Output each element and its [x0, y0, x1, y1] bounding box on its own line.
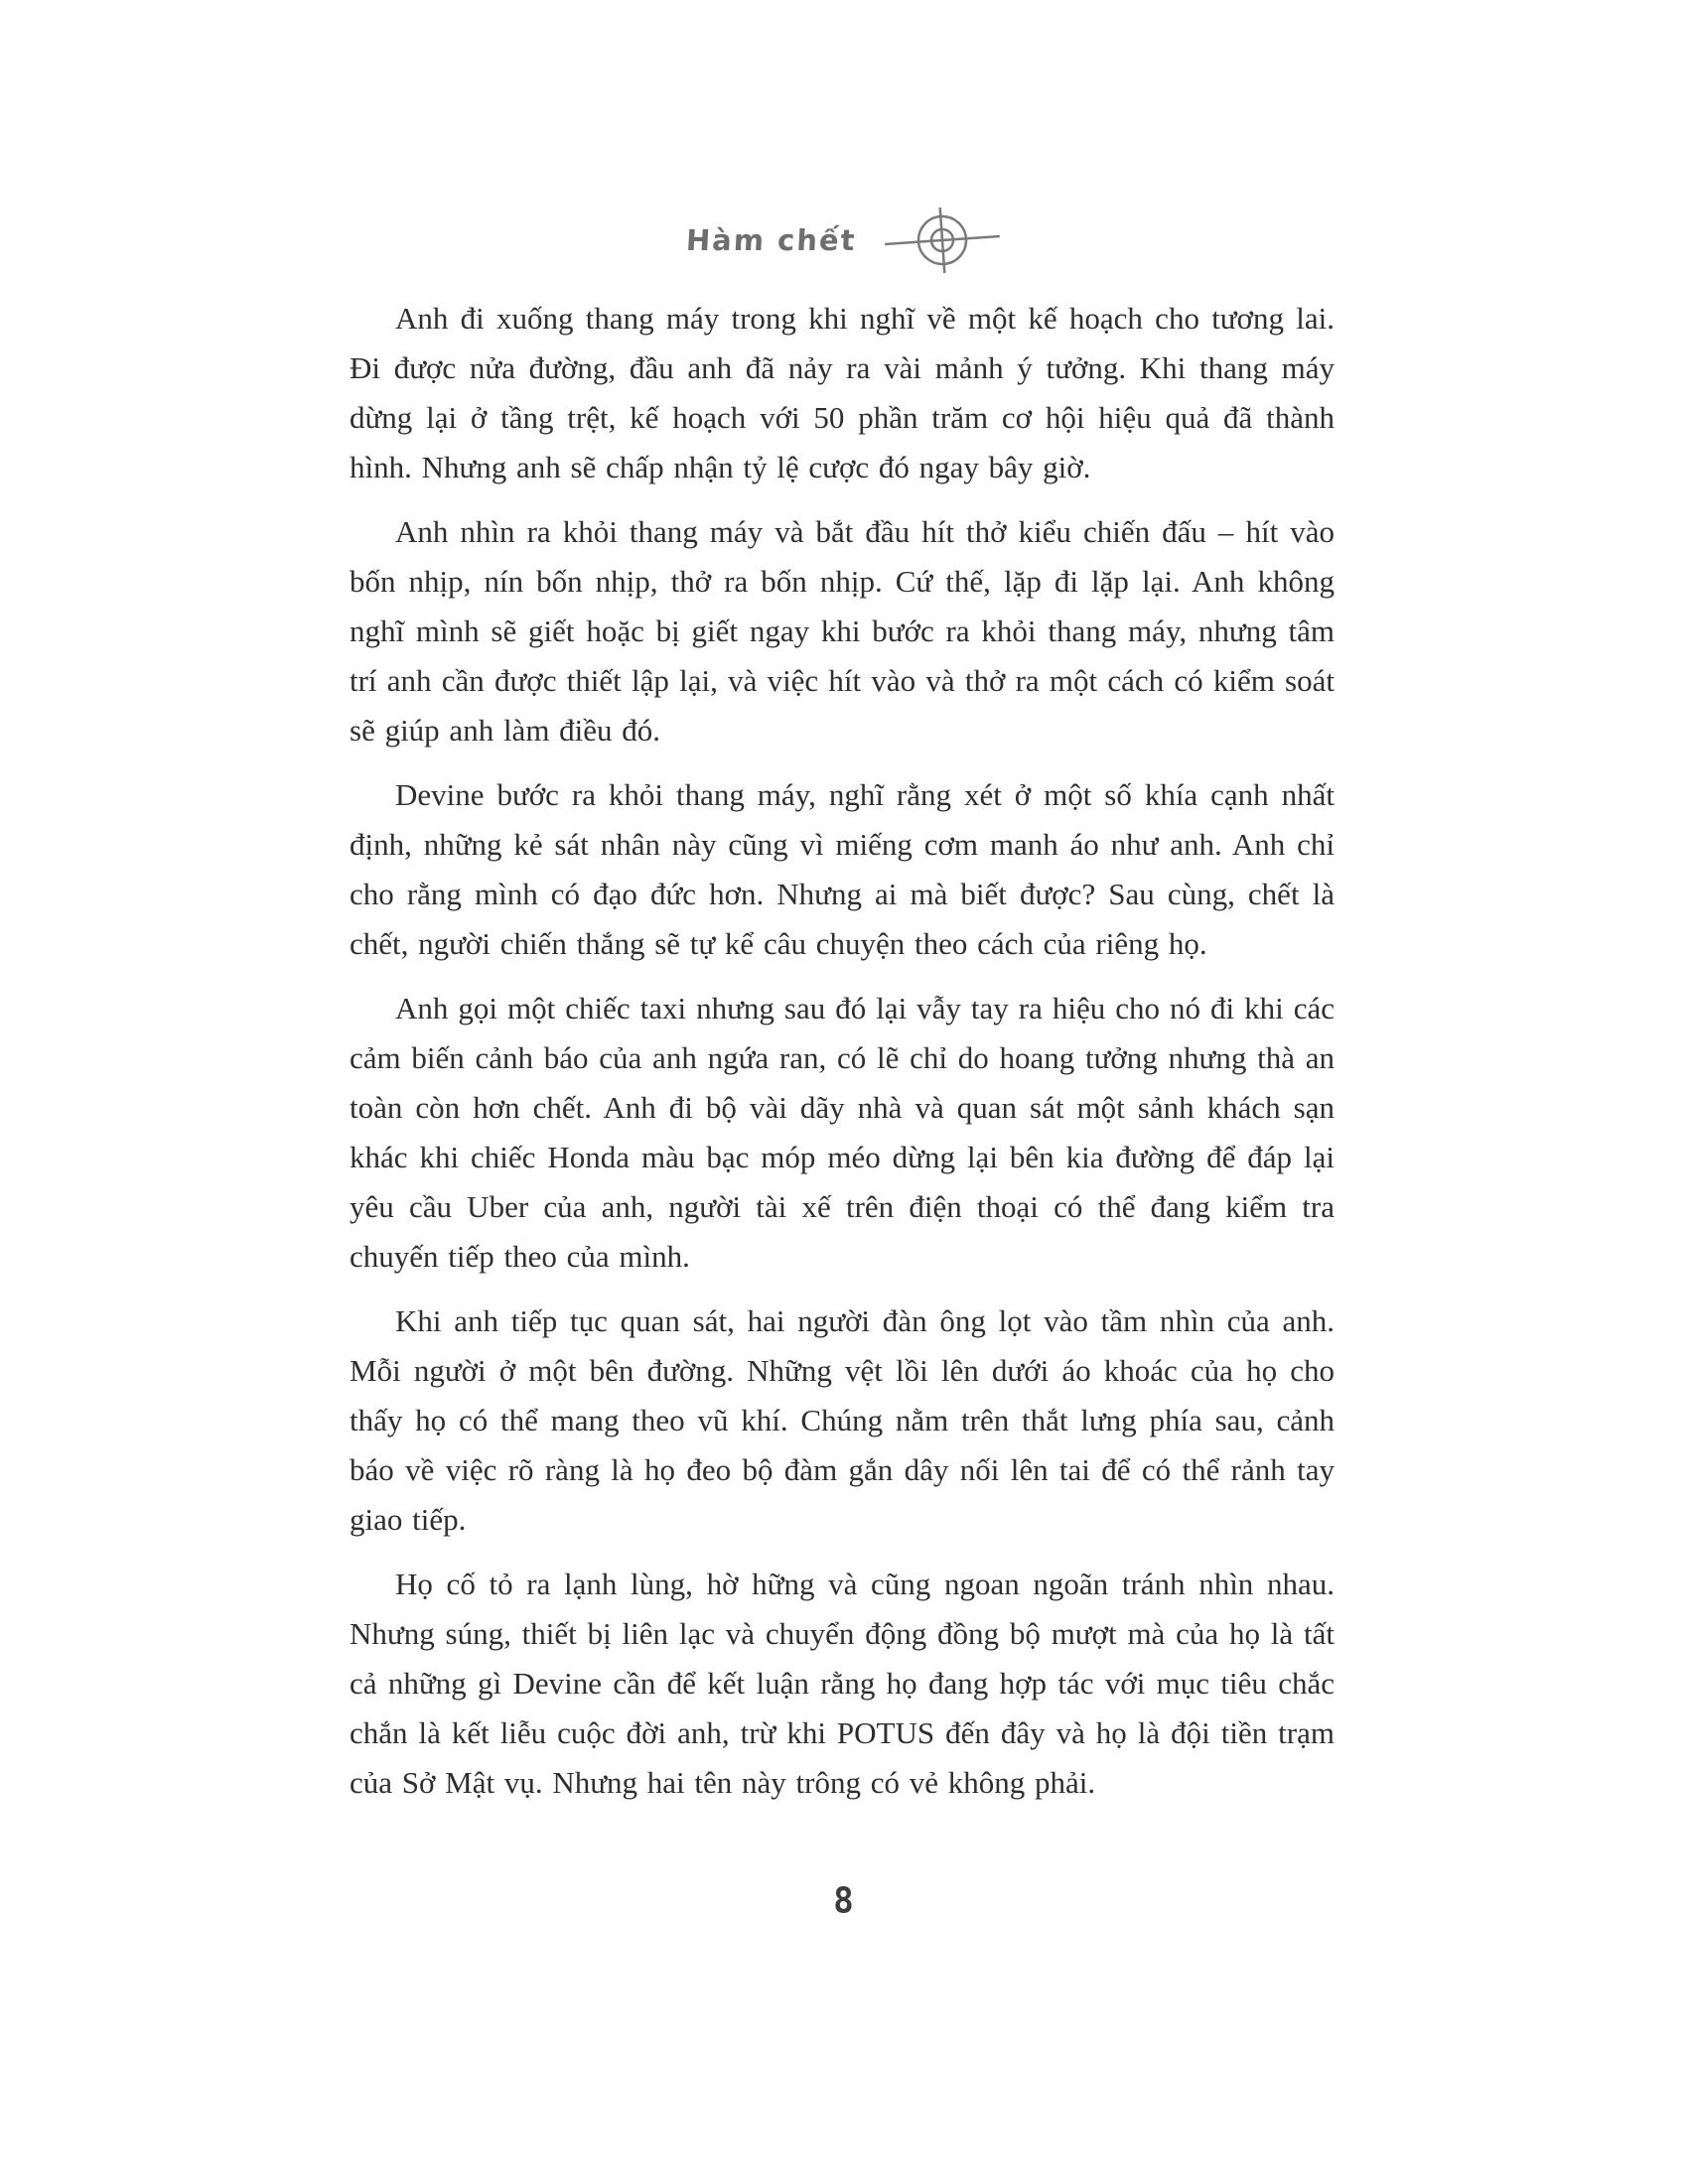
- paragraph: Khi anh tiếp tục quan sát, hai người đàn ông lọt vào tầm nhìn của anh. Mỗi người ở một bên đường. Những vệt lồi lên dưới áo khoác của họ cho thấy họ có thể mang theo vũ khí. Chúng nằm trên thắt lưng phía sau, cảnh báo về việc rõ ràng là họ đeo bộ đàm gắn dây nối lên tai để có thể rảnh tay giao tiếp.: [350, 1303, 1335, 1537]
- page-number: 8: [833, 1880, 855, 1922]
- page-body-text: [350, 294, 1335, 1823]
- running-head-title: Hàm chết: [685, 223, 858, 257]
- paragraph: Anh gọi một chiếc taxi nhưng sau đó lại vẫy tay ra hiệu cho nó đi khi các cảm biến cảnh báo của anh ngứa ran, có lẽ chỉ do hoang tưởng nhưng thà an toàn còn hơn chết. Anh đi bộ vài dãy nhà và quan sát một sảnh khách sạn khác khi chiếc Honda màu bạc móp méo dừng lại bên kia đường để đáp lại yêu cầu Uber của anh, người tài xế trên điện thoại có thể đang kiểm tra chuyến tiếp theo của mình.: [350, 991, 1335, 1274]
- page-footer: [0, 1881, 1688, 1921]
- paragraph: Họ cố tỏ ra lạnh lùng, hờ hững và cũng ngoan ngoãn tránh nhìn nhau. Nhưng súng, thiết bị liên lạc và chuyển động đồng bộ mượt mà của họ là tất cả những gì Devine cần để kết luận rằng họ đang hợp tác với mục tiêu chắc chắn là kết liễu cuộc đời anh, trừ khi POTUS đến đây và họ là đội tiền trạm của Sở Mật vụ. Nhưng hai tên này trông có vẻ không phải.: [350, 1567, 1335, 1800]
- crosshair-icon: [883, 204, 1002, 277]
- paragraph: Anh nhìn ra khỏi thang máy và bắt đầu hít thở kiểu chiến đấu – hít vào bốn nhịp, nín bốn nhịp, thở ra bốn nhịp. Cứ thế, lặp đi lặp lại. Anh không nghĩ mình sẽ giết hoặc bị giết ngay khi bước ra khỏi thang máy, nhưng tâm trí anh cần được thiết lập lại, và việc hít vào và thở ra một cách có kiểm soát sẽ giúp anh làm điều đó.: [350, 514, 1335, 748]
- page-header: [0, 204, 1688, 277]
- paragraph: Devine bước ra khỏi thang máy, nghĩ rằng xét ở một số khía cạnh nhất định, những kẻ sát nhân này cũng vì miếng cơm manh áo như anh. Anh chỉ cho rằng mình có đạo đức hơn. Nhưng ai mà biết được? Sau cùng, chết là chết, người chiến thắng sẽ tự kể câu chuyện theo cách của riêng họ.: [350, 777, 1335, 961]
- paragraph: Anh đi xuống thang máy trong khi nghĩ về một kế hoạch cho tương lai. Đi được nửa đường, đầu anh đã nảy ra vài mảnh ý tưởng. Khi thang máy dừng lại ở tầng trệt, kế hoạch với 50 phần trăm cơ hội hiệu quả đã thành hình. Nhưng anh sẽ chấp nhận tỷ lệ cược đó ngay bây giờ.: [350, 301, 1335, 484]
